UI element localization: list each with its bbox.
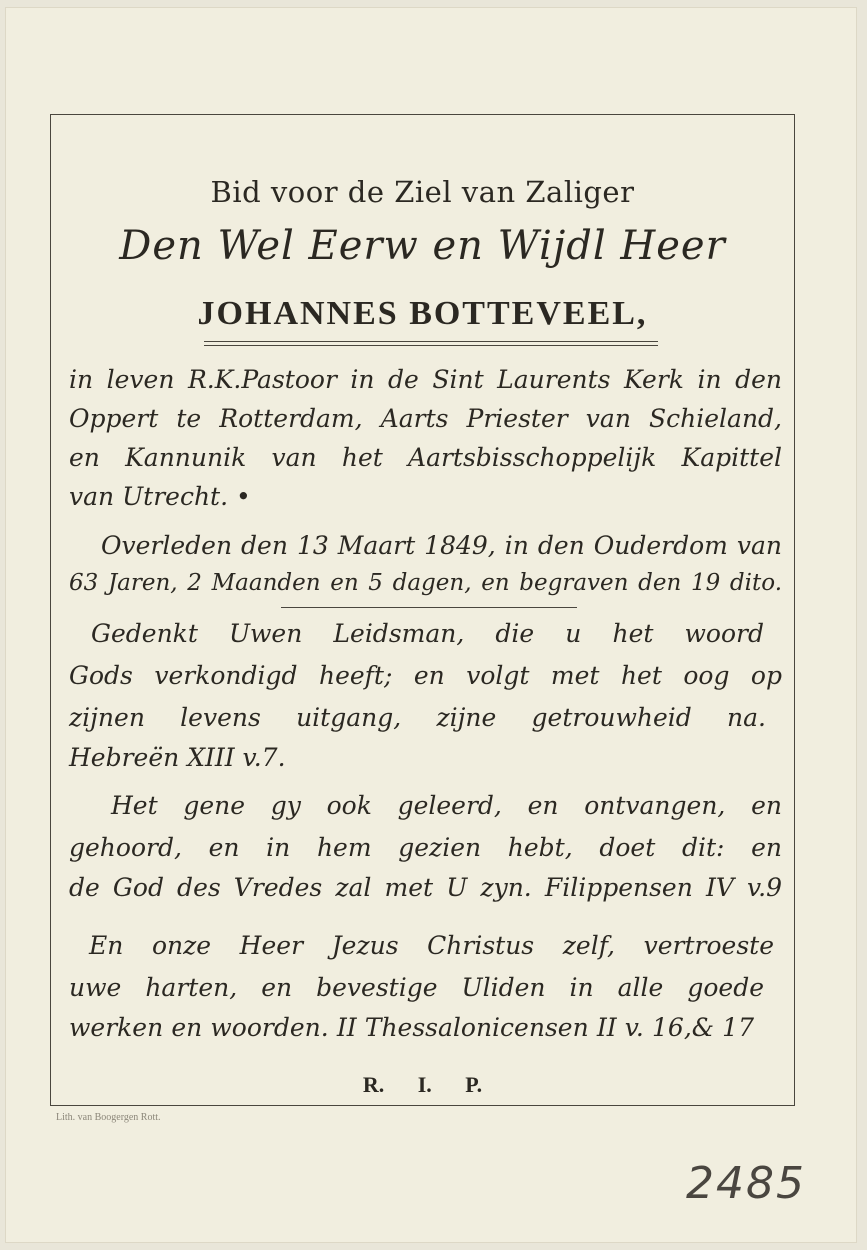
body-line-16: werken en woorden. II Thessalonicensen II v. 16,& 17 xyxy=(69,1013,754,1042)
body-line-6: 63 Jaren, 2 Maanden en 5 dagen, en begraven den 19 dito. xyxy=(69,570,782,596)
body-line-1: in leven R.K.Pastoor in de Sint Laurents Kerk in den xyxy=(69,365,782,394)
body-line-4: van Utrecht. • xyxy=(69,482,251,511)
body-line-8: Gods verkondigd heeft; en volgt met het oog op xyxy=(69,661,782,690)
body-line-15: uwe harten, en bevestige Uliden in alle goede xyxy=(69,973,764,1002)
section-divider xyxy=(281,607,577,608)
deceased-name: JOHANNES BOTTEVEEL, xyxy=(197,295,648,332)
name-underline xyxy=(204,341,658,342)
body-line-5: Overleden den 13 Maart 1849, in den Ouderdom van xyxy=(101,531,782,560)
heading-line-prayer: Bid voor de Ziel van Zaliger xyxy=(210,175,635,209)
body-line-11: Het gene gy ook geleerd, en ontvangen, en xyxy=(111,791,782,820)
heading-line-honorific: Den Wel Eerw en Wijdl Heer xyxy=(119,223,726,269)
name-underline-thin xyxy=(204,345,658,346)
body-line-14: En onze Heer Jezus Christus zelf, vertroeste xyxy=(89,931,774,960)
body-line-9: zijnen levens uitgang, zijne getrouwheid na. xyxy=(69,703,766,732)
card-border-frame xyxy=(50,114,795,1106)
body-line-10: Hebreën XIII v.7. xyxy=(69,743,286,772)
body-line-3: en Kannunik van het Aartsbisschoppelijk Kapittel xyxy=(69,443,782,472)
body-line-2: Oppert te Rotterdam, Aarts Priester van Schieland, xyxy=(69,404,782,433)
body-line-12: gehoord, en in hem gezien hebt, doet dit: en xyxy=(69,833,782,862)
body-line-13: de God des Vredes zal met U zyn. Filippensen IV v.9 xyxy=(69,873,782,902)
rip-closing: R. I. P. xyxy=(362,1072,483,1097)
memorial-card xyxy=(6,8,856,1242)
printer-credit: Lith. van Boogergen Rott. xyxy=(56,1112,161,1123)
handwritten-catalog-number: 2485 xyxy=(686,1158,806,1209)
body-line-7: Gedenkt Uwen Leidsman, die u het woord xyxy=(91,619,764,648)
